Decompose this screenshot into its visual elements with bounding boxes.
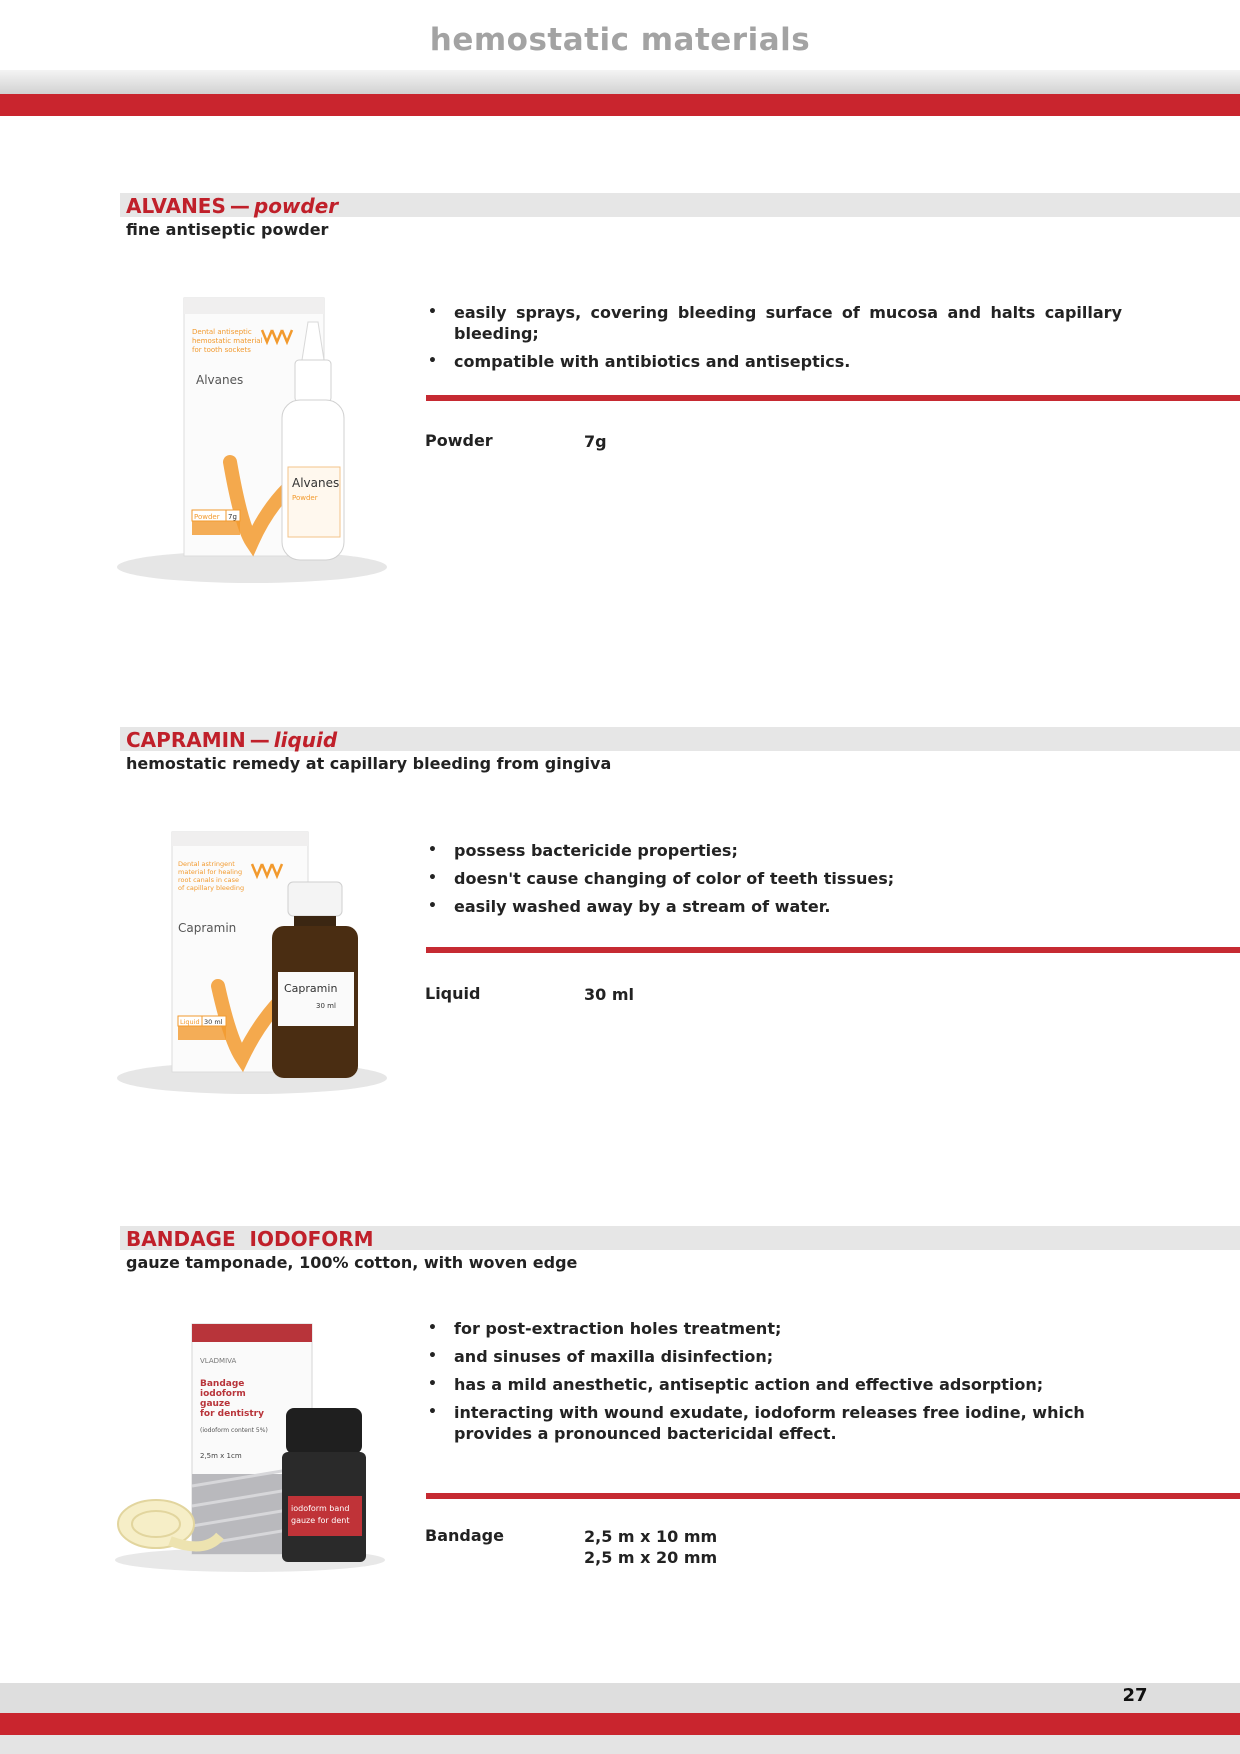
title-dash: — xyxy=(229,194,250,218)
box-qty-label: 7g xyxy=(228,513,237,521)
box-text-line-2: material for healing xyxy=(178,868,243,876)
box-qty-label: 30 ml xyxy=(204,1018,223,1026)
spec-divider-alvanes xyxy=(426,395,1240,401)
box-line-1: Bandage xyxy=(200,1379,245,1389)
spec-value: 30 ml xyxy=(584,985,634,1004)
bandage-iodoform-product-image xyxy=(110,1316,410,1576)
feature-text: easily sprays, covering bleeding surface of mucosa and halts capillary bleeding; xyxy=(454,303,1122,343)
product-subtitle-bandage: gauze tamponade, 100% cotton, with woven edge xyxy=(126,1253,578,1272)
box-text-line-3: for tooth sockets xyxy=(192,346,251,354)
list-item: • compatible with antibiotics and antiseptics. xyxy=(428,352,851,371)
list-item: • for post-extraction holes treatment; xyxy=(428,1319,782,1338)
feature-text: has a mild anesthetic, antiseptic action and effective adsorption; xyxy=(454,1375,1044,1394)
feature-list-alvanes xyxy=(426,302,1122,379)
title-dash: — xyxy=(249,728,270,752)
feature-text: easily washed away by a stream of water. xyxy=(454,897,831,916)
box-text-line-1: Dental astringent xyxy=(178,860,235,868)
spec-divider-capramin xyxy=(426,947,1240,953)
spec-divider-bandage xyxy=(426,1493,1240,1499)
footer-gray-band xyxy=(0,1683,1240,1713)
feature-list-bandage xyxy=(426,1318,1122,1451)
spec-value: 2,5 m x 20 mm xyxy=(584,1548,718,1567)
capramin-product-image xyxy=(112,826,412,1106)
header-gray-band xyxy=(0,70,1240,94)
box-text-line-3: root canals in case xyxy=(178,876,239,884)
spec-label-capramin: Liquid xyxy=(425,984,481,1003)
feature-text: possess bactericide properties; xyxy=(454,841,738,860)
footer-red-band xyxy=(0,1713,1240,1735)
footer-bottom-band xyxy=(0,1735,1240,1754)
spec-values-capramin xyxy=(584,984,634,1005)
spec-value: 7g xyxy=(584,432,607,451)
product-type: liquid xyxy=(273,728,338,752)
box-text-line-4: of capillary bleeding xyxy=(178,884,245,892)
list-item: • possess bactericide properties; xyxy=(428,841,738,860)
feature-text: compatible with antibiotics and antiseptics. xyxy=(454,352,851,371)
box-form-label: Powder xyxy=(194,513,220,521)
spec-values-bandage xyxy=(584,1526,717,1568)
box-line-3: gauze xyxy=(200,1399,231,1409)
box-size: 2,5m x 1cm xyxy=(200,1452,242,1460)
box-product-name: Alvanes xyxy=(196,373,244,387)
box-line-2: iodoform xyxy=(200,1389,246,1399)
alvanes-product-image xyxy=(112,292,412,592)
box-brand: VLADMIVA xyxy=(200,1357,237,1365)
header-red-band xyxy=(0,94,1240,116)
list-item: • has a mild anesthetic, antiseptic action and effective adsorption; xyxy=(428,1375,1044,1394)
box-text-line-1: Dental antiseptic xyxy=(192,328,252,336)
product-type: powder xyxy=(253,194,339,218)
page-title: hemostatic materials xyxy=(429,22,811,58)
feature-text: doesn't cause changing of color of teeth tissues; xyxy=(454,869,895,888)
spec-values-alvanes xyxy=(584,431,607,452)
box-form-label: Liquid xyxy=(180,1018,200,1026)
spec-label-bandage: Bandage xyxy=(425,1526,504,1545)
box-product-name: Capramin xyxy=(178,921,237,935)
jar-line-1: iodoform band xyxy=(291,1504,350,1513)
product-title-bandage xyxy=(126,1227,374,1251)
list-item: • doesn't cause changing of color of teeth tissues; xyxy=(428,869,895,888)
product-name: BANDAGE IODOFORM xyxy=(126,1227,374,1251)
page-number: 27 xyxy=(1122,1685,1148,1706)
spec-label-alvanes: Powder xyxy=(425,431,493,450)
bottle-product-name: Alvanes xyxy=(292,476,340,490)
feature-list-capramin xyxy=(426,840,1122,924)
product-title-alvanes xyxy=(126,194,338,218)
box-line-4: for dentistry xyxy=(200,1409,264,1419)
box-content: (iodoform content 5%) xyxy=(200,1427,268,1434)
iodoform-jar-icon xyxy=(282,1408,366,1562)
list-item: • interacting with wound exudate, iodoform releases free iodine, which provides a pronounced bactericidal effect. xyxy=(428,1403,1085,1443)
bottle-form-label: Powder xyxy=(292,494,318,502)
feature-text: interacting with wound exudate, iodoform releases free iodine, which provides a pronounced bactericidal effect. xyxy=(454,1403,1085,1443)
list-item: • and sinuses of maxilla disinfection; xyxy=(428,1347,774,1366)
feature-text: and sinuses of maxilla disinfection; xyxy=(454,1347,774,1366)
product-title-capramin xyxy=(126,728,337,752)
product-name: CAPRAMIN xyxy=(126,728,246,752)
bottle-qty-label: 30 ml xyxy=(316,1002,336,1010)
product-subtitle-alvanes: fine antiseptic powder xyxy=(126,220,329,239)
feature-text: for post-extraction holes treatment; xyxy=(454,1319,782,1338)
product-name: ALVANES xyxy=(126,194,226,218)
product-subtitle-capramin: hemostatic remedy at capillary bleeding from gingiva xyxy=(126,754,612,773)
box-text-line-2: hemostatic material xyxy=(192,337,263,345)
list-item: • easily sprays, covering bleeding surface of mucosa and halts capillary bleeding; xyxy=(428,303,1122,343)
bottle-product-name: Capramin xyxy=(284,982,338,995)
jar-line-2: gauze for dent xyxy=(291,1516,350,1525)
list-item: • easily washed away by a stream of water. xyxy=(428,897,831,916)
spec-value: 2,5 m x 10 mm xyxy=(584,1527,718,1546)
